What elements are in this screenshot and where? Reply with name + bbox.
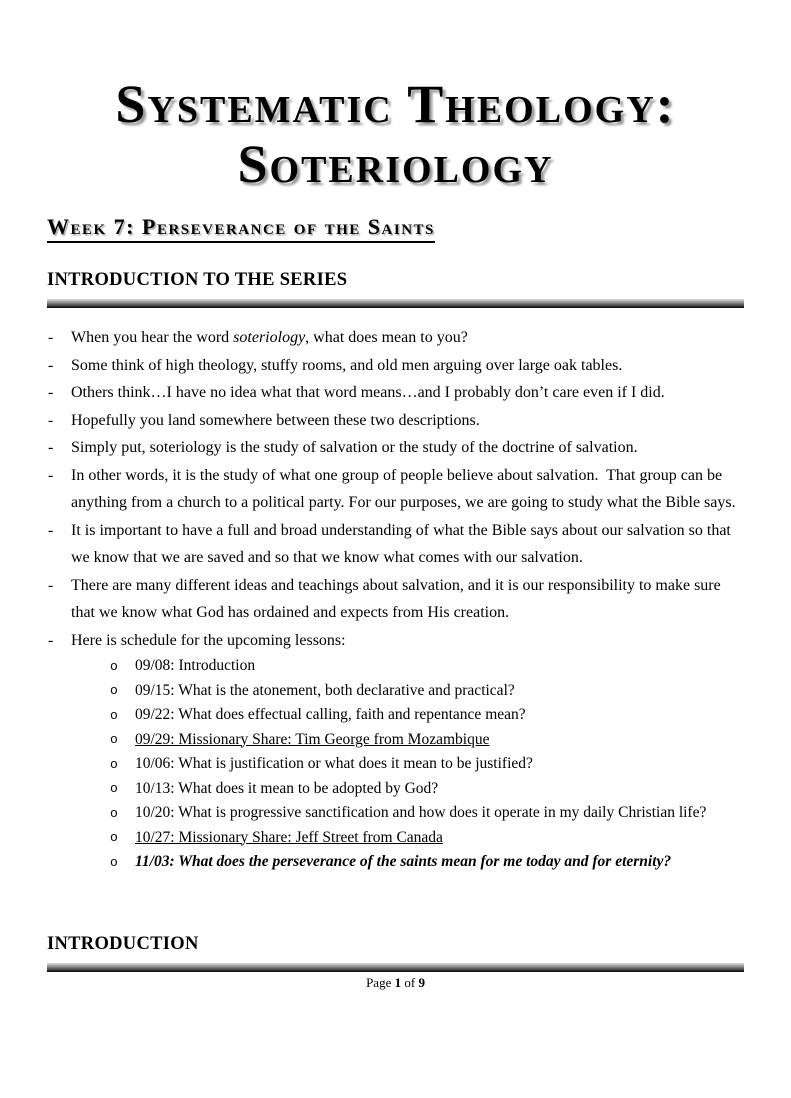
list-item-text <box>71 357 622 374</box>
list-item-text <box>71 632 346 649</box>
text-segment: , what does mean to you? <box>305 329 468 346</box>
schedule-item <box>47 826 744 851</box>
document-title <box>47 74 744 194</box>
dash-bullet-marker: - <box>48 439 54 456</box>
list-item-text <box>71 439 638 456</box>
footer-divider-rule <box>47 963 744 972</box>
week-heading-text: Week 7: Perseverance of the Saints <box>47 214 435 243</box>
list-item-text <box>135 682 515 699</box>
text-segment: 09/15: What is the atonement, both declarative and practical? <box>135 681 515 699</box>
page-number-middle: of <box>401 974 419 990</box>
text-segment: 09/22: What does effectual calling, faith and repentance mean? <box>135 706 526 723</box>
section-heading-introduction-to-the-series: INTRODUCTION TO THE SERIES <box>47 270 348 290</box>
dash-bullet-marker: - <box>48 631 54 649</box>
bullet-item <box>47 462 744 517</box>
text-segment: 09/08: Introduction <box>135 657 256 674</box>
dash-bullet-marker: - <box>48 411 54 429</box>
page-number-prefix: Page <box>366 974 395 990</box>
circle-bullet-marker: o <box>110 707 118 723</box>
schedule-item <box>47 777 744 802</box>
list-item-text <box>135 731 489 748</box>
list-item-text <box>135 657 255 674</box>
list-item-text <box>71 522 735 567</box>
bullet-item <box>47 324 744 352</box>
section-divider-rule <box>47 299 744 308</box>
bullet-item <box>47 407 744 435</box>
schedule-item <box>47 801 744 826</box>
list-item-text <box>71 329 468 346</box>
circle-bullet-marker: o <box>110 683 118 698</box>
document-page <box>0 74 791 1098</box>
text-segment: When you hear the word <box>71 329 234 346</box>
bullet-item <box>47 379 744 407</box>
text-segment: Here is schedule for the upcoming lessons: <box>71 631 346 649</box>
bullet-item <box>47 517 744 572</box>
text-segment: In other words, it is the study of what one group of people believe about salvation. That group can be anything from a church to a political party. For our purposes, we are going to study what the Bible says. <box>71 466 736 511</box>
bullet-item <box>47 572 744 627</box>
dash-bullet-marker: - <box>48 576 54 594</box>
text-segment: 10/20: What is progressive sanctification and how does it operate in my daily Christian life? <box>135 804 707 821</box>
circle-bullet-marker: o <box>110 732 118 747</box>
title-line-1: Systematic Theology: <box>115 74 676 134</box>
circle-bullet-marker: o <box>110 781 118 796</box>
text-segment: Hopefully you land somewhere between these two descriptions. <box>71 411 480 429</box>
schedule-item <box>47 654 744 679</box>
schedule-list <box>47 654 744 875</box>
schedule-item <box>47 752 744 777</box>
bullet-item <box>47 434 744 462</box>
text-segment: It is important to have a full and broad understanding of what the Bible says about our salvation so that we know that we are saved and so that we know what comes with our salvation. <box>71 521 735 566</box>
dash-bullet-marker: - <box>48 329 54 346</box>
dash-bullet-marker: - <box>48 521 54 539</box>
bullet-list <box>47 324 744 654</box>
list-item-text <box>135 804 706 821</box>
page-number-total: 9 <box>418 974 425 990</box>
text-segment: 10/06: What is justification or what does it mean to be justified? <box>135 755 533 772</box>
dash-bullet-marker: - <box>48 356 54 374</box>
list-item-text <box>71 467 736 512</box>
page-number <box>47 975 744 991</box>
text-segment: Some think of high theology, stuffy rooms, and old men arguing over large oak tables. <box>71 356 623 374</box>
week-heading <box>47 214 744 243</box>
list-item-text <box>135 755 533 772</box>
list-item-text <box>71 577 725 622</box>
text-segment: 10/13: What does it mean to be adopted by God? <box>135 779 439 797</box>
text-segment: soteriology <box>233 329 306 346</box>
bullet-item <box>47 352 744 380</box>
circle-bullet-marker: o <box>110 756 118 772</box>
circle-bullet-marker: o <box>110 658 118 674</box>
text-segment: 10/27: Missionary Share: Jeff Street from Canada <box>135 828 443 846</box>
dash-bullet-marker: - <box>48 466 54 484</box>
dash-bullet-marker: - <box>48 384 54 401</box>
text-segment: Others think…I have no idea what that word means…and I probably don’t care even if I did. <box>71 384 665 401</box>
list-item-text <box>71 384 665 401</box>
list-item-text <box>71 412 480 429</box>
section-heading-introduction: INTRODUCTION <box>47 933 199 954</box>
text-segment: There are many different ideas and teachings about salvation, and it is our responsibility to make sure that we know what God has ordained and expects from His creation. <box>71 576 725 621</box>
schedule-item <box>47 728 744 753</box>
page-number-current: 1 <box>394 974 402 990</box>
list-item-text <box>135 706 526 723</box>
text-segment: 11/03: What does the perseverance of the saints mean for me today and for eternity? <box>135 853 672 870</box>
text-segment: Simply put, soteriology is the study of salvation or the study of the doctrine of salvation. <box>71 439 638 456</box>
schedule-item <box>47 703 744 728</box>
list-item-text <box>135 853 671 870</box>
list-item-text <box>135 829 443 846</box>
schedule-item <box>47 850 744 875</box>
schedule-item <box>47 679 744 704</box>
circle-bullet-marker: o <box>110 805 118 821</box>
text-segment: 09/29: Missionary Share: Tim George from Mozambique <box>135 730 490 748</box>
circle-bullet-marker: o <box>110 854 118 870</box>
circle-bullet-marker: o <box>110 830 118 845</box>
list-item-text <box>135 780 438 797</box>
title-line-2: Soteriology <box>237 134 554 194</box>
bullet-item <box>47 627 744 655</box>
